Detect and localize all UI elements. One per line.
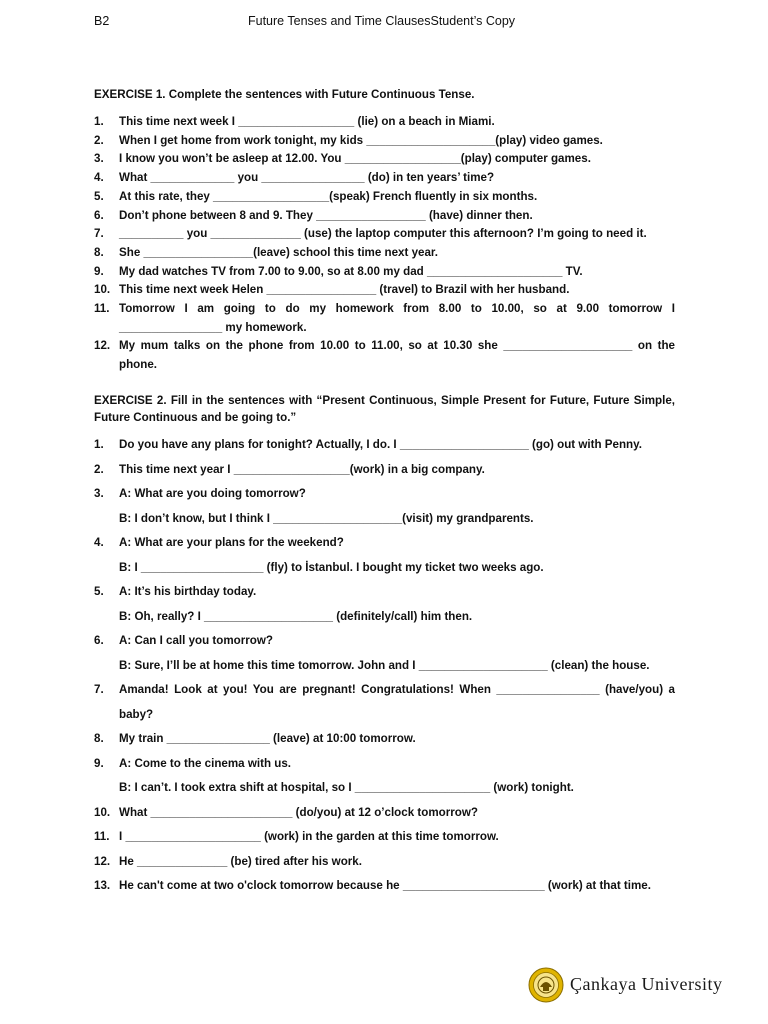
university-seal-icon [528, 967, 564, 1003]
question-item [94, 300, 675, 337]
question-item [94, 629, 675, 678]
question-item [94, 874, 675, 899]
university-name: Çankaya University [570, 974, 723, 994]
question-text: When I get home from work tonight, my kids ____________________(play) video games. [119, 133, 603, 147]
question-number: 4. [94, 536, 104, 549]
question-item [94, 263, 675, 282]
question-item [94, 678, 675, 727]
question-number: 12. [94, 339, 111, 353]
question-number: 6. [94, 208, 104, 222]
question-item [94, 150, 675, 169]
exercise-1-list [94, 113, 675, 375]
exercise-1-title: EXERCISE 1. Complete the sentences with Future Continuous Tense. [94, 88, 475, 101]
question-item [94, 580, 675, 629]
question-line: A: What are you doing tomorrow? [119, 487, 306, 500]
question-number: 7. [94, 683, 104, 696]
question-number: 11. [94, 302, 110, 316]
question-item [94, 850, 675, 875]
university-logo [528, 965, 728, 1005]
question-text: Tomorrow I am going to do my homework from 8.00 to 10.00, so at 9.00 tomorrow I ________________ my homework. [119, 302, 675, 334]
question-line: He can't come at two o'clock tomorrow because he ______________________ (work) at that time. [119, 879, 651, 892]
question-item [94, 225, 675, 244]
question-number: 10. [94, 283, 111, 297]
question-text: __________ you ______________ (use) the laptop computer this afternoon? I’m going to need it. [119, 227, 647, 241]
question-item [94, 825, 675, 850]
question-text: At this rate, they __________________(speak) French fluently in six months. [119, 189, 538, 203]
question-number: 1. [94, 115, 104, 128]
page-header [94, 14, 674, 32]
question-item [94, 531, 675, 580]
question-text: My mum talks on the phone from 10.00 to 11.00, so at 10.30 she ____________________ on the phone. [119, 339, 675, 372]
question-text: This time next week I __________________ (lie) on a beach in Miami. [119, 115, 495, 128]
question-item [94, 801, 675, 826]
question-text: She _________________(leave) school this time next year. [119, 245, 439, 259]
question-item [94, 113, 675, 132]
exercise-2-list [94, 433, 675, 899]
question-item [94, 281, 675, 300]
question-number: 8. [94, 245, 104, 259]
question-line: B: I ___________________ (fly) to İstanbul. I bought my ticket two weeks ago. [119, 560, 544, 574]
question-line: This time next year I __________________(work) in a big company. [119, 462, 485, 476]
exercise-2-title: EXERCISE 2. Fill in the sentences with “Present Continuous, Simple Present for Future, Future Simple, Future Continuous and be going to.” [94, 394, 675, 424]
question-item [94, 169, 675, 188]
question-number: 11. [94, 830, 110, 843]
question-line: I _____________________ (work) in the garden at this time tomorrow. [119, 830, 499, 843]
question-line: B: Sure, I’ll be at home this time tomorrow. John and I ____________________ (clean) the house. [119, 658, 650, 672]
question-number: 7. [94, 227, 104, 241]
question-number: 12. [94, 854, 111, 868]
question-line: What ______________________ (do/you) at 12 o’clock tomorrow? [119, 805, 478, 819]
question-line: B: I can’t. I took extra shift at hospital, so I _____________________ (work) tonight. [119, 781, 574, 794]
question-item [94, 337, 675, 374]
question-item [94, 433, 675, 458]
question-text: This time next week Helen _________________ (travel) to Brazil with her husband. [119, 283, 570, 297]
question-item [94, 458, 675, 483]
document-title: Future Tenses and Time ClausesStudent’s Copy [248, 14, 516, 28]
question-line: Amanda! Look at you! You are pregnant! Congratulations! When ________________ (have/you) a baby? [119, 683, 675, 721]
question-text: Don’t phone between 8 and 9. They _________________ (have) dinner then. [119, 208, 533, 222]
level-label: B2 [94, 14, 110, 28]
question-number: 3. [94, 152, 104, 166]
question-number: 5. [94, 585, 104, 598]
question-number: 10. [94, 805, 111, 819]
question-line: B: Oh, really? I ____________________ (definitely/call) him then. [119, 609, 473, 623]
question-text: My dad watches TV from 7.00 to 9.00, so at 8.00 my dad _____________________ TV. [119, 264, 583, 278]
question-number: 13. [94, 879, 111, 892]
question-line: B: I don’t know, but I think I ____________________(visit) my grandparents. [119, 511, 534, 525]
question-number: 4. [94, 171, 104, 185]
question-number: 2. [94, 133, 104, 147]
question-line: A: Come to the cinema with us. [119, 756, 291, 770]
question-number: 3. [94, 487, 104, 500]
question-line: My train ________________ (leave) at 10:00 tomorrow. [119, 732, 416, 745]
question-line: A: Can I call you tomorrow? [119, 634, 273, 647]
question-line: Do you have any plans for tonight? Actually, I do. I ____________________ (go) out with Penny. [119, 438, 642, 451]
question-item [94, 188, 675, 207]
question-text: I know you won’t be asleep at 12.00. You __________________(play) computer games. [119, 152, 591, 166]
question-number: 2. [94, 462, 104, 476]
question-number: 5. [94, 189, 104, 203]
question-item [94, 727, 675, 752]
question-line: He ______________ (be) tired after his work. [119, 854, 362, 868]
question-item [94, 482, 675, 531]
question-number: 9. [94, 756, 104, 770]
question-number: 9. [94, 264, 104, 278]
question-item [94, 132, 675, 151]
question-line: A: It’s his birthday today. [119, 585, 257, 598]
question-item [94, 244, 675, 263]
question-number: 1. [94, 438, 104, 451]
question-item [94, 752, 675, 801]
question-item [94, 207, 675, 226]
question-text: What _____________ you ________________ (do) in ten years’ time? [119, 171, 495, 185]
question-number: 8. [94, 732, 104, 745]
question-number: 6. [94, 634, 104, 647]
question-line: A: What are your plans for the weekend? [119, 536, 344, 549]
